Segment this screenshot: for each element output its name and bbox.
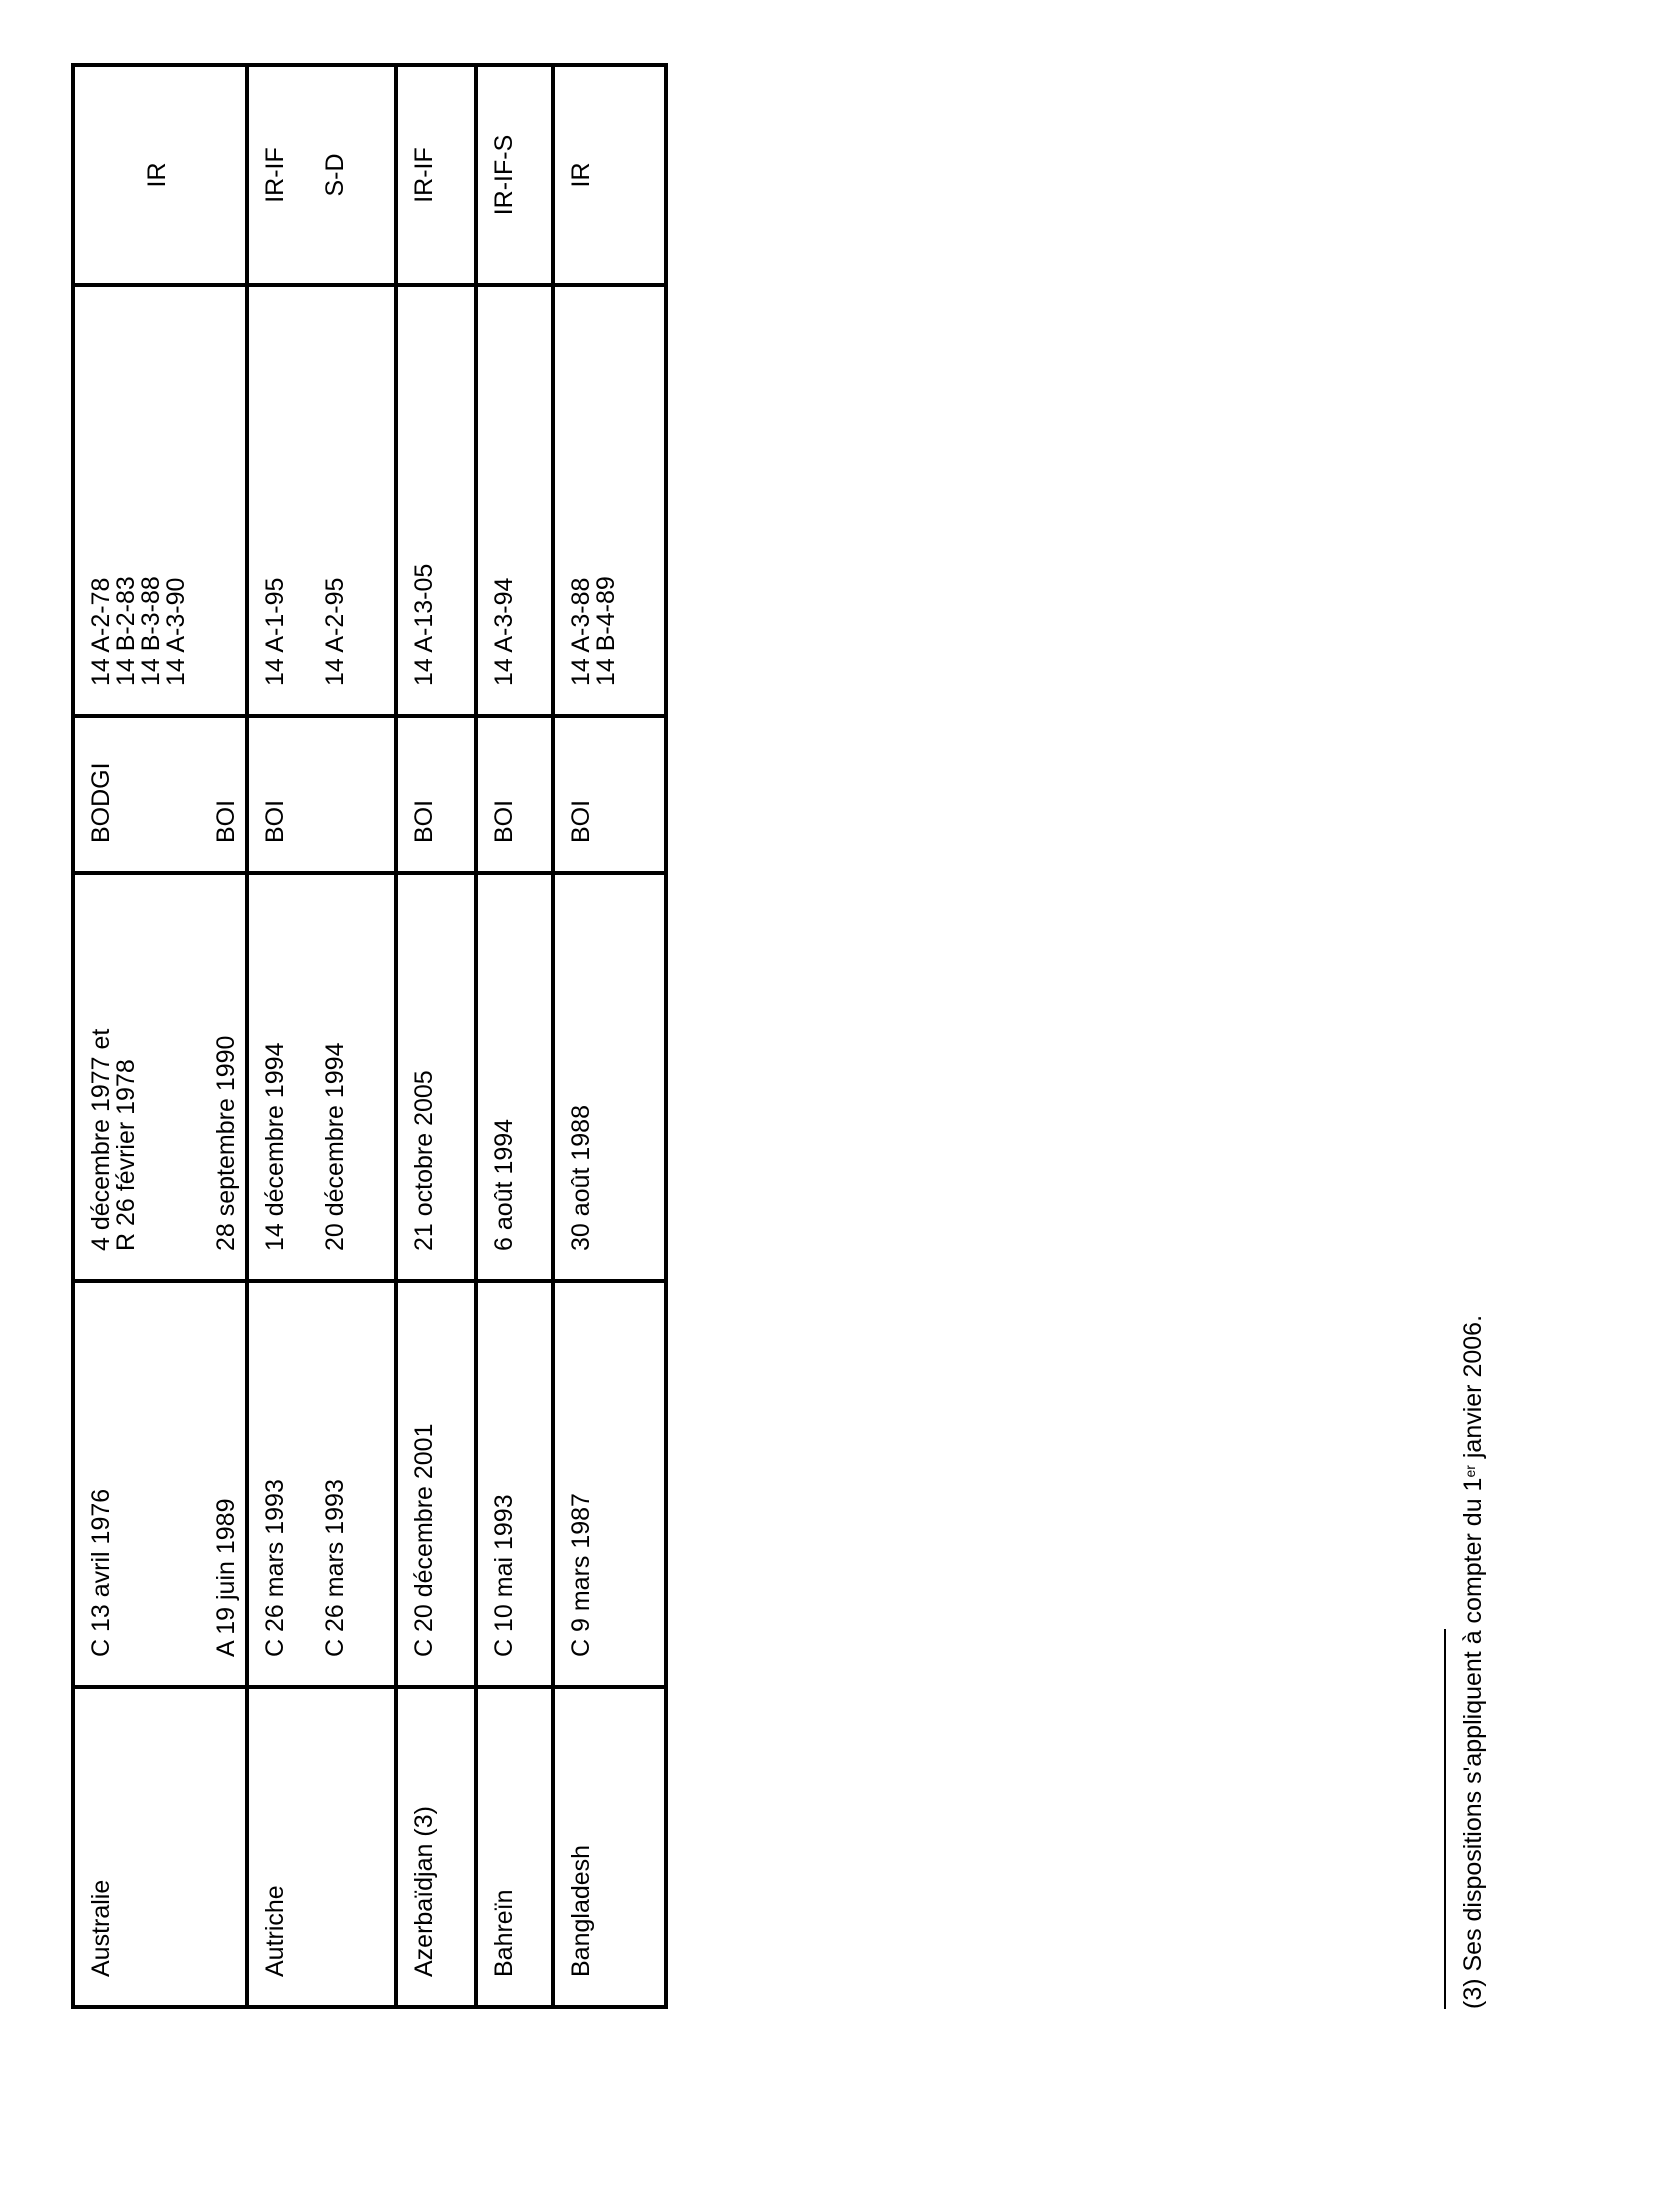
instrument-text: C 13 avril 1976: [87, 1488, 115, 1657]
date-cell: [553, 873, 666, 1281]
country-cell: [553, 1687, 666, 2007]
publication-cell: [553, 716, 666, 873]
date-cell: [396, 873, 476, 1281]
table-row: [553, 65, 666, 2007]
date-text: 28 septembre 1990: [212, 1035, 240, 1251]
date-cell: [476, 873, 553, 1281]
date-text: 6 août 1994: [490, 1118, 518, 1251]
instrument-cell: [247, 1281, 396, 1687]
reference-text: 14 A-3-90: [162, 577, 190, 686]
tax-text: IR-IF-S: [490, 134, 518, 216]
date-text: 20 décembre 1994: [321, 1042, 349, 1251]
footnote-prefix: (3) Ses dispositions s'appliquent à compter du 1: [1459, 1477, 1487, 2009]
country-name: Autriche: [261, 1885, 289, 1977]
tax-text: IR-IF: [261, 147, 289, 203]
reference-text: 14 A-3-94: [490, 577, 518, 686]
reference-text: 14 B-2-83: [112, 576, 140, 686]
footnote-rule: [1444, 1629, 1446, 2009]
publication-text: BOI: [212, 799, 240, 843]
publication-cell: [247, 716, 396, 873]
instrument-text: A 19 juin 1989: [212, 1498, 240, 1657]
footnote-suffix: janvier 2006.: [1459, 1314, 1487, 1466]
country-name: Azerbaïdjan (3): [410, 1806, 438, 1977]
tax-text: S-D: [321, 153, 349, 197]
tax-cell: [553, 65, 666, 285]
date-text: 4 décembre 1977 et: [87, 1028, 115, 1251]
date-text: 14 décembre 1994: [261, 1042, 289, 1251]
publication-text: BOI: [490, 799, 518, 843]
footnote-superscript: er: [1462, 1465, 1478, 1478]
publication-text: BOI: [567, 799, 595, 843]
reference-text: 14 B-4-89: [592, 576, 620, 686]
country-name: Bangladesh: [567, 1844, 595, 1977]
reference-cell: [247, 285, 396, 716]
instrument-cell: [476, 1281, 553, 1687]
publication-cell: [73, 716, 247, 873]
reference-cell: [553, 285, 666, 716]
reference-cell: [73, 285, 247, 716]
date-text: 30 août 1988: [567, 1105, 595, 1251]
publication-text: BOI: [261, 799, 289, 843]
tax-text: IR-IF: [410, 147, 438, 203]
country-cell: [476, 1687, 553, 2007]
tax-text: IR: [143, 162, 171, 188]
date-cell: [247, 873, 396, 1281]
instrument-text: C 9 mars 1987: [567, 1493, 595, 1657]
reference-cell: [476, 285, 553, 716]
reference-text: 14 A-2-78: [87, 577, 115, 686]
footnote-text: [1458, 909, 1488, 2009]
table-row: [396, 65, 476, 2007]
country-cell: [73, 1687, 247, 2007]
tax-cell: [476, 65, 553, 285]
table-row: [247, 65, 396, 2007]
reference-text: 14 A-13-05: [410, 563, 438, 686]
date-text: 21 octobre 2005: [410, 1070, 438, 1251]
publication-text: BOI: [410, 799, 438, 843]
country-cell: [247, 1687, 396, 2007]
tax-cell: [247, 65, 396, 285]
publication-cell: [396, 716, 476, 873]
publication-text: BODGI: [87, 762, 115, 843]
instrument-cell: [396, 1281, 476, 1687]
date-text: R 26 février 1978: [112, 1059, 140, 1251]
reference-text: 14 A-3-88: [567, 577, 595, 686]
tax-cell: [73, 65, 247, 285]
date-cell: [73, 873, 247, 1281]
publication-cell: [476, 716, 553, 873]
country-name: Bahreïn: [490, 1889, 518, 1977]
footnote: [1444, 909, 1488, 2009]
reference-text: 14 A-2-95: [321, 577, 349, 686]
country-cell: [396, 1687, 476, 2007]
table-row: [476, 65, 553, 2007]
instrument-cell: [553, 1281, 666, 1687]
tax-text: IR: [567, 162, 595, 188]
reference-cell: [396, 285, 476, 716]
table-row: [73, 65, 247, 2007]
country-name: Australie: [87, 1879, 115, 1977]
tax-cell: [396, 65, 476, 285]
instrument-cell: [73, 1281, 247, 1687]
reference-text: 14 B-3-88: [137, 576, 165, 686]
instrument-text: C 26 mars 1993: [321, 1479, 349, 1657]
reference-text: 14 A-1-95: [261, 577, 289, 686]
instrument-text: C 10 mai 1993: [490, 1494, 518, 1657]
treaty-table: [71, 63, 668, 2009]
instrument-text: C 20 décembre 2001: [410, 1423, 438, 1657]
instrument-text: C 26 mars 1993: [261, 1479, 289, 1657]
